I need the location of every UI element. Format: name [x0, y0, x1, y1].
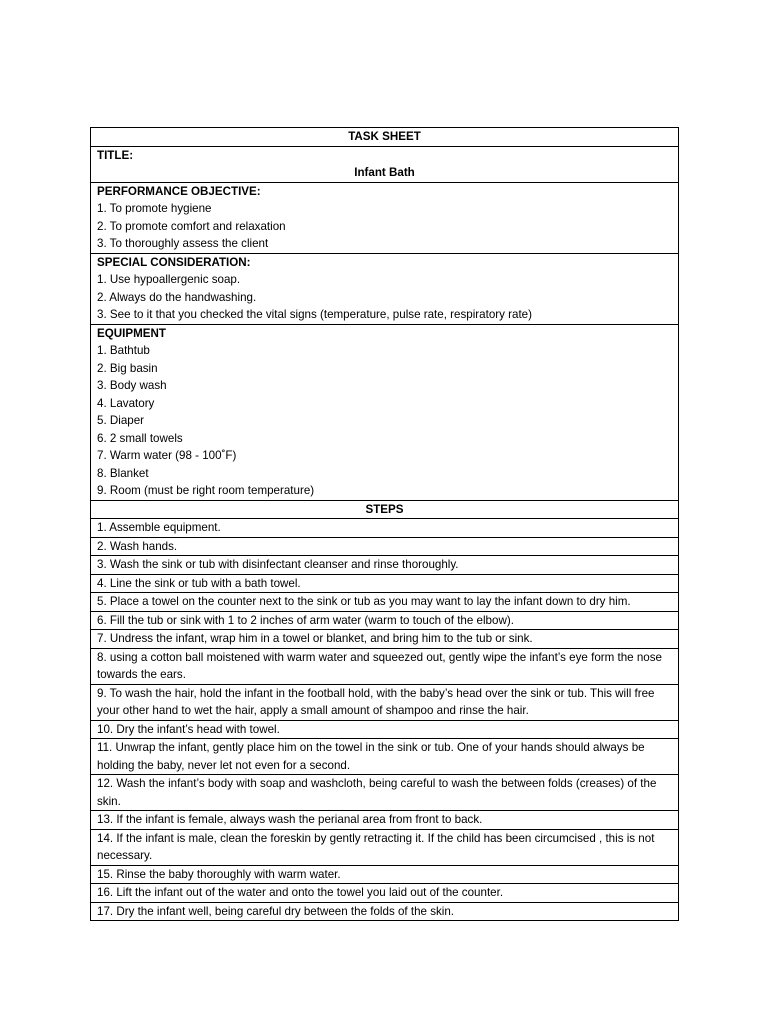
- equipment-item: 9. Room (must be right room temperature): [97, 484, 315, 497]
- equipment-item: 1. Bathtub: [97, 344, 150, 357]
- step-row: [91, 574, 679, 593]
- step-row: [91, 630, 679, 649]
- task-sheet-table: [90, 127, 679, 921]
- equipment-item: 7. Warm water (98 - 100˚F): [97, 449, 237, 462]
- step-row: [91, 720, 679, 739]
- step-text: 11. Unwrap the infant, gently place him on the towel in the sink or tub. One of your hands should always be holding the baby, never let not even for a second.: [91, 739, 679, 775]
- equipment-cell: [91, 324, 679, 500]
- title-value: Infant Bath: [354, 166, 415, 179]
- step-text: 4. Line the sink or tub with a bath towel.: [91, 574, 679, 593]
- special-consideration-item: 1. Use hypoallergenic soap.: [97, 273, 241, 286]
- step-row: [91, 611, 679, 630]
- special-consideration-row: [91, 253, 679, 324]
- special-consideration-item: 2. Always do the handwashing.: [97, 290, 257, 304]
- equipment-item: 8. Blanket: [97, 466, 149, 480]
- step-text: 8. using a cotton ball moistened with warm water and squeezed out, gently wipe the infant’s eye form the nose towards the ears.: [91, 648, 679, 684]
- title-label: TITLE:: [97, 148, 134, 162]
- objective-row: [91, 182, 679, 253]
- step-text: 12. Wash the infant’s body with soap and washcloth, being careful to wash the between folds (creases) of the skin.: [91, 775, 679, 811]
- step-row: [91, 684, 679, 720]
- objective-item: 2. To promote comfort and relaxation: [97, 219, 286, 233]
- equipment-item: 2. Big basin: [97, 361, 158, 375]
- step-row: [91, 902, 679, 921]
- step-row: [91, 829, 679, 865]
- equipment-item: 5. Diaper: [97, 414, 145, 427]
- step-text: 2. Wash hands.: [91, 537, 679, 556]
- step-text: 16. Lift the infant out of the water and onto the towel you laid out of the counter.: [91, 884, 679, 903]
- step-row: [91, 884, 679, 903]
- equipment-item: 4. Lavatory: [97, 396, 155, 410]
- step-text: 13. If the infant is female, always wash the perianal area from front to back.: [91, 811, 679, 830]
- step-row: [91, 519, 679, 538]
- steps-heading: STEPS: [91, 500, 679, 519]
- step-row: [91, 593, 679, 612]
- step-text: 5. Place a towel on the counter next to the sink or tub as you may want to lay the infant down to dry him.: [91, 593, 679, 612]
- step-text: 14. If the infant is male, clean the foreskin by gently retracting it. If the child has been circumcised , this is not necessary.: [91, 829, 679, 865]
- objective-item: 1. To promote hygiene: [97, 202, 212, 215]
- objective-item: 3. To thoroughly assess the client: [97, 237, 269, 250]
- step-text: 9. To wash the hair, hold the infant in the football hold, with the baby’s head over the sink or tub. This will free your other hand to wet the hair, apply a small amount of shampoo and rinse the hair.: [91, 684, 679, 720]
- step-row: [91, 537, 679, 556]
- steps-heading-row: [91, 500, 679, 519]
- step-row: [91, 811, 679, 830]
- step-text: 10. Dry the infant’s head with towel.: [91, 720, 679, 739]
- step-text: 1. Assemble equipment.: [91, 519, 679, 538]
- step-text: 15. Rinse the baby thoroughly with warm water.: [91, 865, 679, 884]
- step-text: 17. Dry the infant well, being careful dry between the folds of the skin.: [91, 902, 679, 921]
- step-row: [91, 556, 679, 575]
- equipment-item: 6. 2 small towels: [97, 431, 183, 445]
- special-consideration-heading: SPECIAL CONSIDERATION:: [97, 255, 251, 269]
- step-row: [91, 865, 679, 884]
- equipment-item: 3. Body wash: [97, 379, 167, 392]
- equipment-heading: EQUIPMENT: [97, 326, 166, 340]
- step-text: 3. Wash the sink or tub with disinfectant cleanser and rinse thoroughly.: [91, 556, 679, 575]
- header-row: [91, 128, 679, 147]
- step-text: 6. Fill the tub or sink with 1 to 2 inches of arm water (warm to touch of the elbow).: [91, 611, 679, 630]
- equipment-row: [91, 324, 679, 500]
- task-sheet-header: TASK SHEET: [91, 128, 679, 147]
- step-row: [91, 739, 679, 775]
- step-text: 7. Undress the infant, wrap him in a towel or blanket, and bring him to the tub or sink.: [91, 630, 679, 649]
- title-cell: [91, 146, 679, 182]
- step-row: [91, 648, 679, 684]
- special-consideration-cell: [91, 253, 679, 324]
- objective-cell: [91, 182, 679, 253]
- objective-heading: PERFORMANCE OBJECTIVE:: [97, 184, 261, 198]
- special-consideration-item: 3. See to it that you checked the vital signs (temperature, pulse rate, respiratory rate): [97, 308, 532, 321]
- step-row: [91, 775, 679, 811]
- title-row: [91, 146, 679, 182]
